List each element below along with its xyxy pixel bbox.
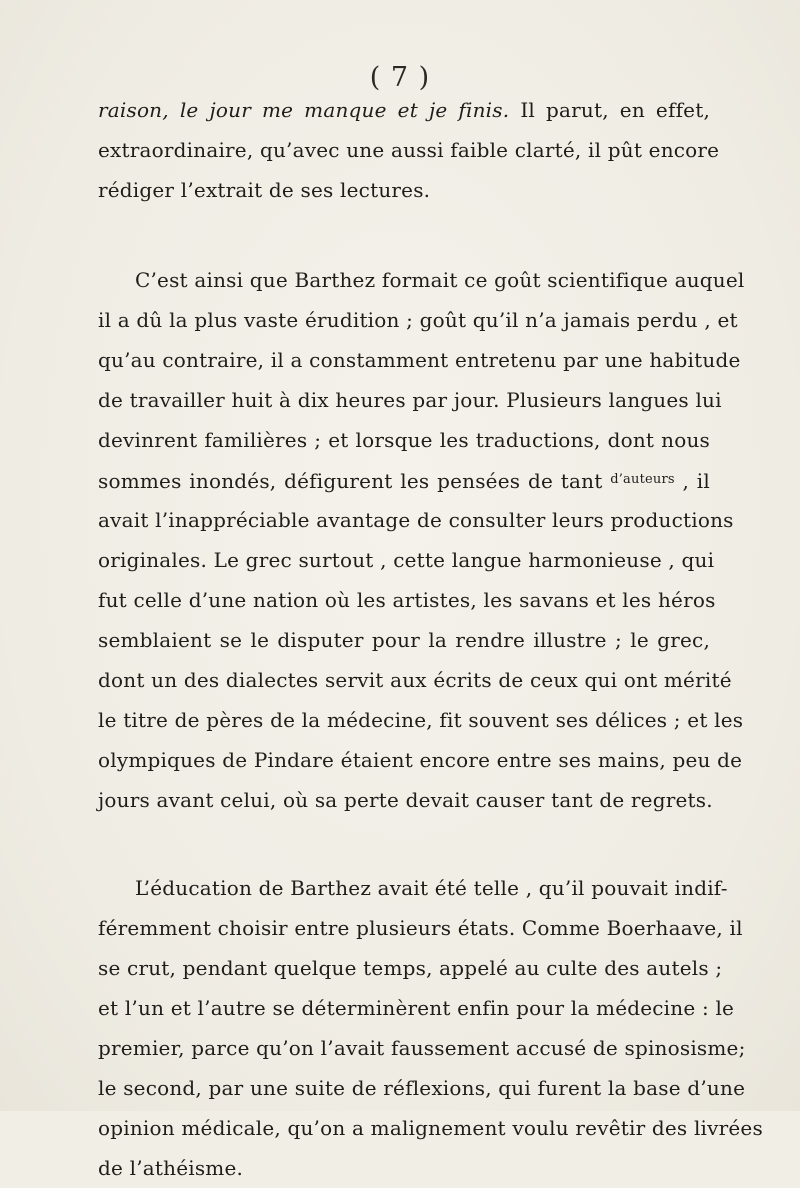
paragraph-2-line-7: opinion médicale, qu’on a malignement voulu revêtir des livrées [98, 1116, 763, 1140]
paragraph-2-line-6: le second, par une suite de réflexions, qui furent la base d’une [98, 1076, 746, 1100]
small-text: d’auteurs [610, 472, 675, 487]
paragraph-2-line-3: se crut, pendant quelque temps, appelé au culte des autels ; [98, 956, 723, 980]
paragraph-1-line-12: le titre de pères de la médecine, fit souvent ses délices ; et les [98, 708, 744, 732]
paragraph-1-line-4: de travailler huit à dix heures par jour. Plusieurs langues lui [98, 388, 722, 412]
paragraph-1-line-1: C’est ainsi que Barthez formait ce goût scientifique auquel [135, 268, 745, 292]
paragraph-2-line-4: et l’un et l’autre se déterminèrent enfin pour la médecine : le [98, 996, 735, 1020]
paragraph-2-line-8: de l’athéisme. [98, 1156, 244, 1180]
paragraph-1-line-2: il a dû la plus vaste érudition ; goût qu’il n’a jamais perdu , et [98, 308, 738, 332]
paragraph-1-line-13: olympiques de Pindare étaient encore entre ses mains, peu de [98, 748, 743, 772]
text-line-1 [98, 90, 710, 130]
paragraph-1-line-5: devinrent familières ; et lorsque les traductions, dont nous [98, 428, 710, 452]
paragraph-2-line-2: féremment choisir entre plusieurs états. Comme Boerhaave, il [98, 916, 743, 940]
text-span: Il parut, en effet, [520, 98, 711, 122]
text-span: , il [682, 469, 710, 493]
page-number: ( 7 ) [369, 62, 431, 93]
paragraph-1-line-9: fut celle d’une nation où les artistes, les savans et les héros [98, 588, 716, 612]
paragraph-1-line-11: dont un des dialectes servit aux écrits de ceux qui ont mérité [98, 668, 732, 692]
paragraph-1-line-6 [98, 460, 710, 500]
paragraph-1-line-3: qu’au contraire, il a constamment entretenu par une habitude [98, 348, 741, 372]
paragraph-1-line-14: jours avant celui, où sa perte devait causer tant de regrets. [98, 788, 713, 812]
paragraph-1-line-7: avait l’inappréciable avantage de consulter leurs productions [98, 508, 734, 532]
paragraph-2-line-1: L’éducation de Barthez avait été telle , qu’il pouvait indif- [135, 876, 728, 900]
italic-text: raison, le jour me manque et je finis. [98, 98, 510, 122]
text-line-2: extraordinaire, qu’avec une aussi faible clarté, il pût encore [98, 138, 720, 162]
text-line-3: rédiger l’extrait de ses lectures. [98, 178, 431, 202]
paragraph-1-line-8: originales. Le grec surtout , cette langue harmonieuse , qui [98, 548, 715, 572]
paragraph-2-line-5: premier, parce qu’on l’avait faussement accusé de spinosisme; [98, 1036, 746, 1060]
paragraph-1-line-10: semblaient se le disputer pour la rendre illustre ; le grec, [98, 628, 710, 652]
text-span: sommes inondés, défigurent les pensées de tant [98, 469, 603, 493]
